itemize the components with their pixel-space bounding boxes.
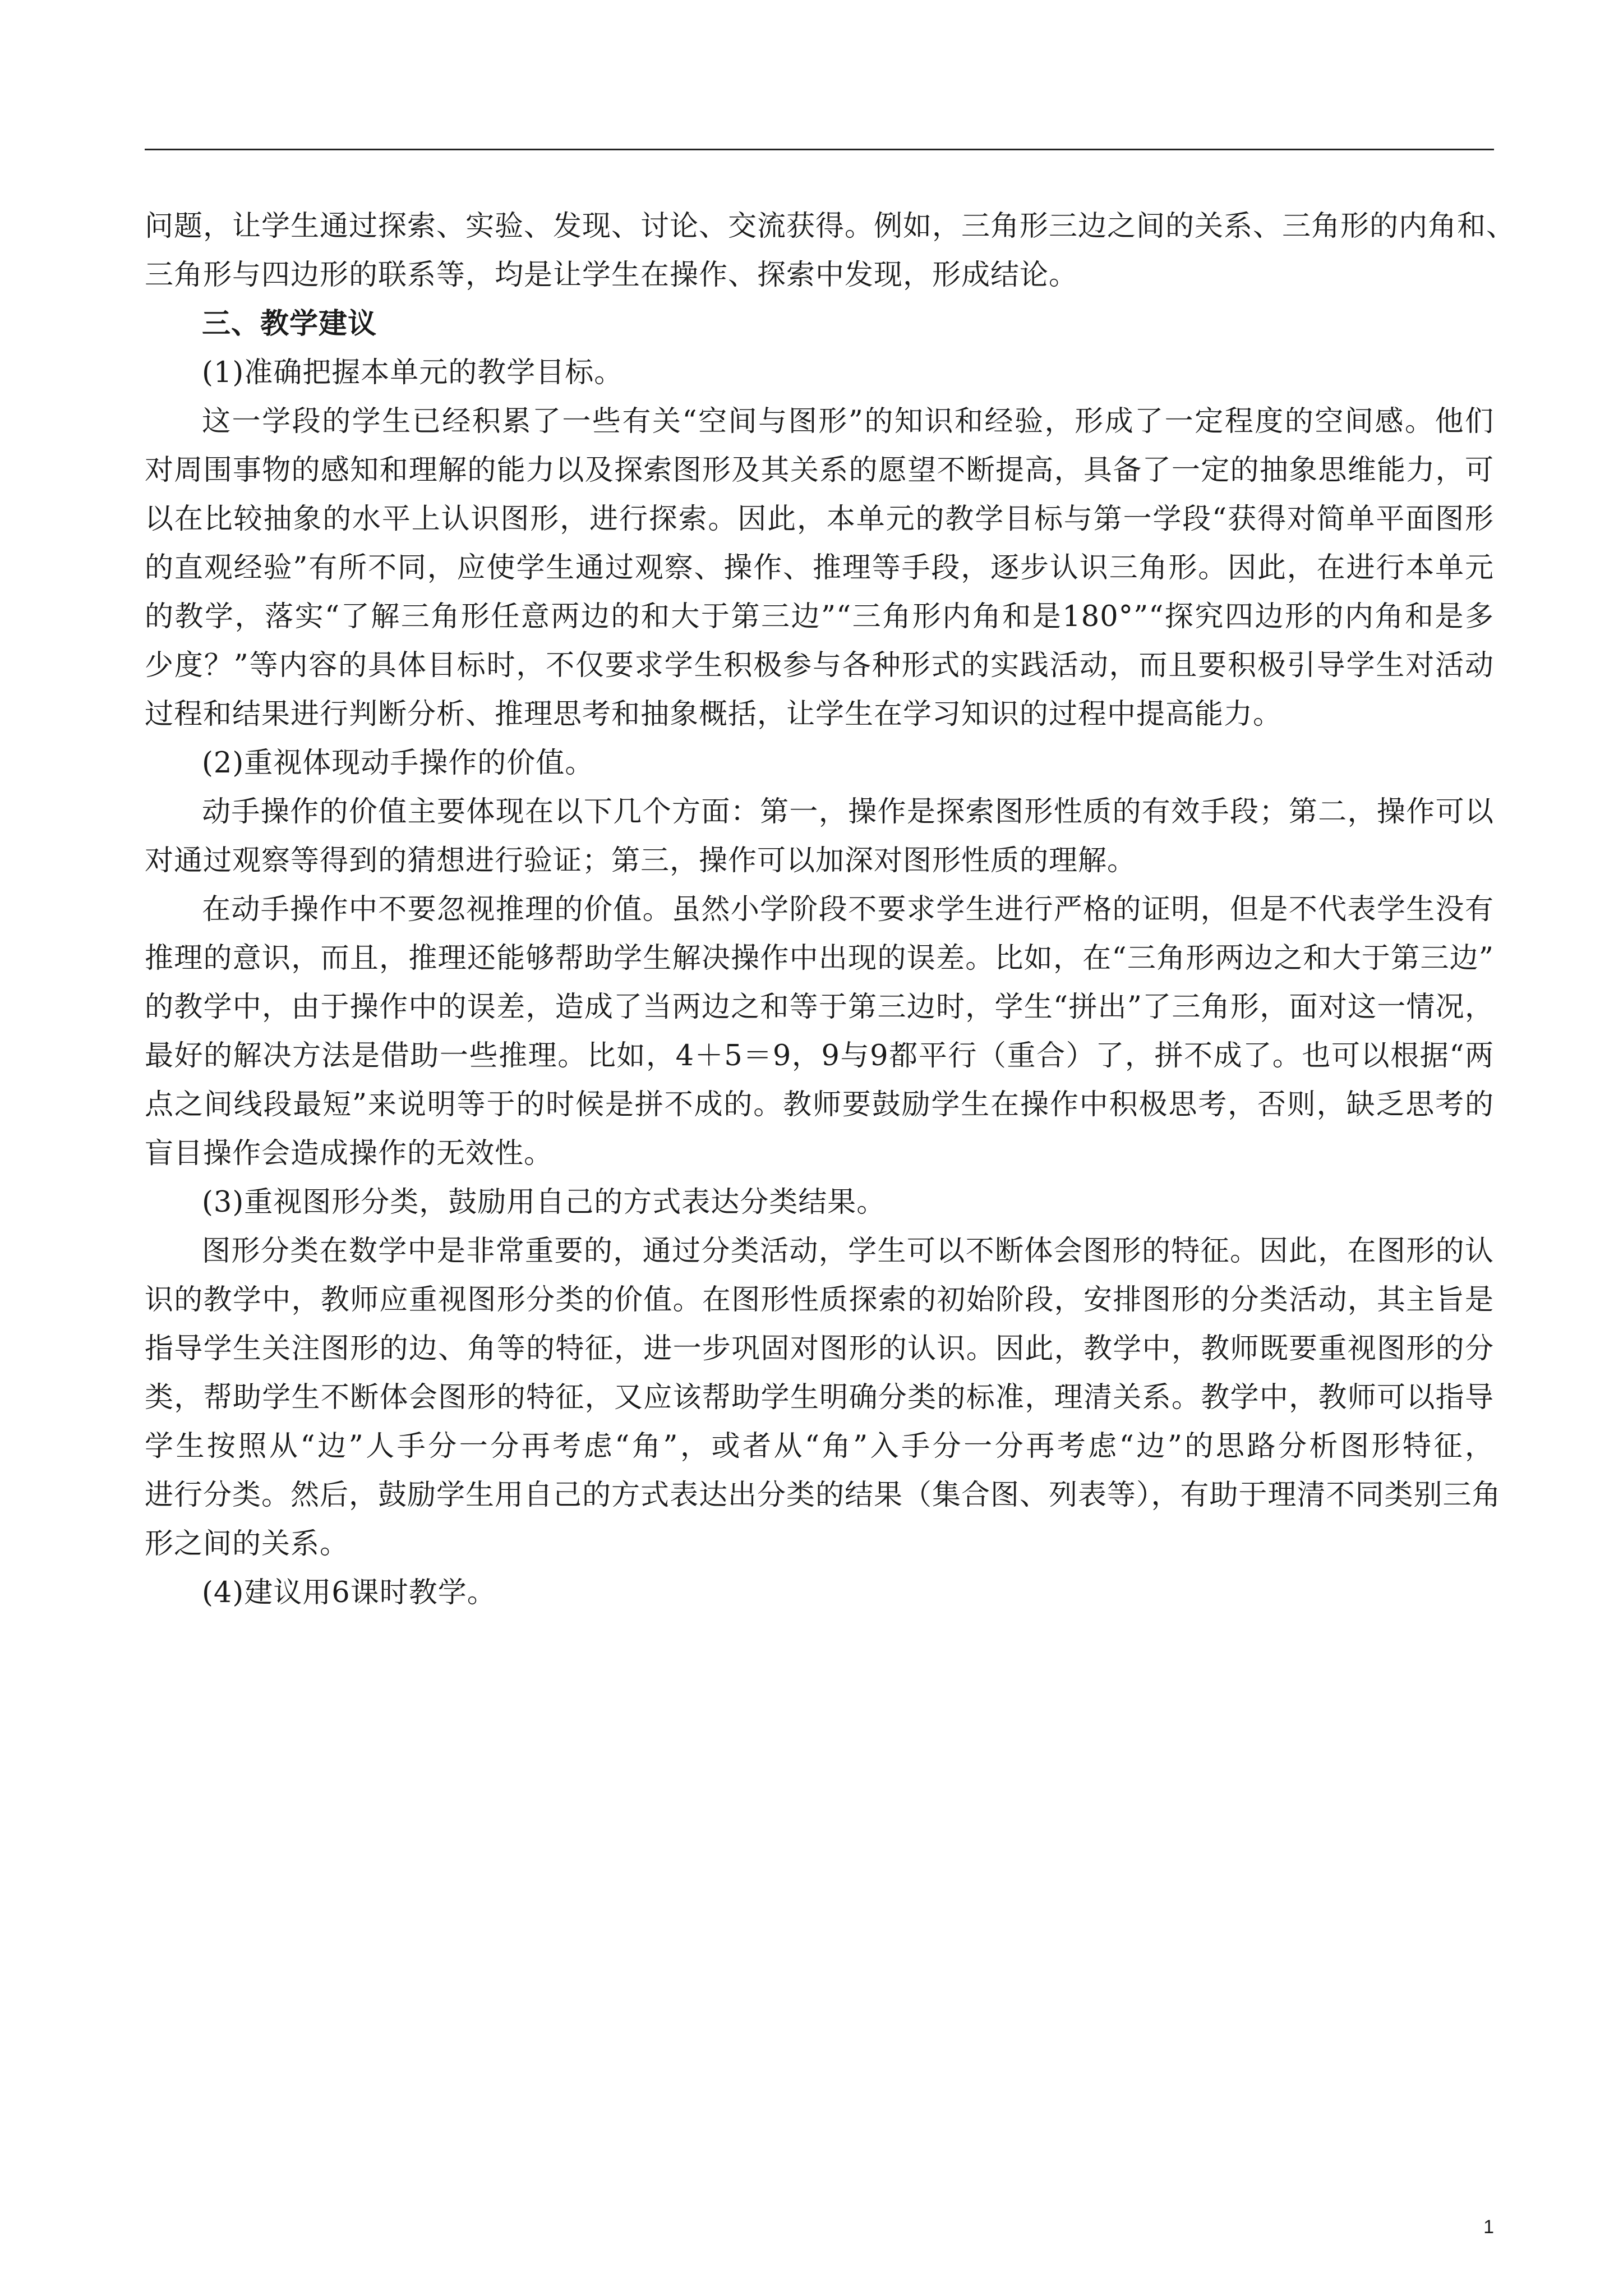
text-line: 点之间线段最短”来说明等于的时候是拼不成的。教师要鼓励学生在操作中积极思考，否则，缺乏思考的: [145, 1088, 1495, 1121]
text-line: 少度？”等内容的具体目标时，不仅要求学生积极参与各种形式的实践活动，而且要积极引导学生对活动: [145, 649, 1495, 682]
text-line: 动手操作的价值主要体现在以下几个方面：第一，操作是探索图形性质的有效手段；第二，操作可以: [202, 795, 1494, 829]
text-line: 这一学段的学生已经积累了一些有关“空间与图形”的知识和经验，形成了一定程度的空间感。他们: [202, 405, 1494, 438]
text-line: 最好的解决方法是借助一些推理。比如，4＋5＝9，9与9都平行（重合）了，拼不成了。也可以根据“两: [145, 1039, 1494, 1073]
paragraph: [145, 885, 1494, 1178]
heading-teaching-suggestions: 三、教学建议: [202, 307, 377, 341]
text-line: 问题，让学生通过探索、实验、发现、讨论、交流获得。例如，三角形三边之间的关系、三角形的内角和、: [145, 210, 1516, 243]
paragraph: [145, 788, 1494, 885]
text-line: 识的教学中，教师应重视图形分类的价值。在图形性质探索的初始阶段，安排图形的分类活动，其主旨是: [145, 1283, 1494, 1317]
text-line: 学生按照从“边”人手分一分再考虑“角”，或者从“角”入手分一分再考虑“边”的思路分析图形特征，: [145, 1430, 1494, 1463]
text-line: 盲目操作会造成操作的无效性。: [145, 1137, 554, 1170]
text-line: 对周围事物的感知和理解的能力以及探索图形及其关系的愿望不断提高，具备了一定的抽象思维能力，可: [145, 454, 1494, 487]
page-number: 1: [1483, 2216, 1494, 2238]
text-line: 的教学中，由于操作中的误差，造成了当两边之和等于第三边时，学生“拼出”了三角形，面对这一情况，: [145, 991, 1494, 1024]
paragraph-continuation: [145, 202, 1516, 300]
text-line: (1)准确把握本单元的教学目标。: [202, 356, 624, 389]
document-body: [145, 202, 1516, 1617]
text-line: 在动手操作中不要忽视推理的价值。虽然小学阶段不要求学生进行严格的证明，但是不代表学生没有: [202, 893, 1494, 926]
header-rule: [145, 149, 1494, 150]
text-line: 形之间的关系。: [145, 1527, 349, 1561]
text-line: 推理的意识，而且，推理还能够帮助学生解决操作中出现的误差。比如，在“三角形两边之和大于第三边”: [145, 942, 1494, 975]
text-line: (3)重视图形分类，鼓励用自己的方式表达分类结果。: [202, 1186, 886, 1219]
text-line: 类，帮助学生不断体会图形的特征，又应该帮助学生明确分类的标准，理清关系。教学中，教师可以指导: [145, 1381, 1494, 1414]
paragraph: [145, 1227, 1501, 1568]
text-line: 指导学生关注图形的边、角等的特征，进一步巩固对图形的认识。因此，教学中，教师既要重视图形的分: [145, 1332, 1494, 1365]
text-line: 的教学，落实“了解三角形任意两边的和大于第三边”“三角形内角和是180°”“探究四边形的内角和是多: [145, 600, 1494, 633]
text-line: 三角形与四边形的联系等，均是让学生在操作、探索中发现，形成结论。: [145, 259, 1078, 292]
subheading-4: [145, 1568, 1494, 1617]
text-line: (4)建议用6课时教学。: [202, 1576, 496, 1609]
section-heading: [145, 300, 1494, 348]
text-line: 过程和结果进行判断分析、推理思考和抽象概括，让学生在学习知识的过程中提高能力。: [145, 698, 1283, 731]
text-line: 图形分类在数学中是非常重要的，通过分类活动，学生可以不断体会图形的特征。因此，在图形的认: [202, 1235, 1494, 1268]
text-line: (2)重视体现动手操作的价值。: [202, 747, 594, 780]
subheading-2: [145, 739, 1494, 788]
text-line: 以在比较抽象的水平上认识图形，进行探索。因此，本单元的教学目标与第一学段“获得对简单平面图形: [145, 503, 1494, 536]
text-line: 对通过观察等得到的猜想进行验证；第三，操作可以加深对图形性质的理解。: [145, 844, 1137, 877]
paragraph: [145, 397, 1494, 739]
text-line: 的直观经验”有所不同，应使学生通过观察、操作、推理等手段，逐步认识三角形。因此，在进行本单元: [145, 551, 1494, 585]
subheading-1: [145, 348, 1494, 397]
text-line: 进行分类。然后，鼓励学生用自己的方式表达出分类的结果（集合图、列表等），有助于理清不同类别三角: [145, 1479, 1501, 1512]
subheading-3: [145, 1178, 1494, 1227]
